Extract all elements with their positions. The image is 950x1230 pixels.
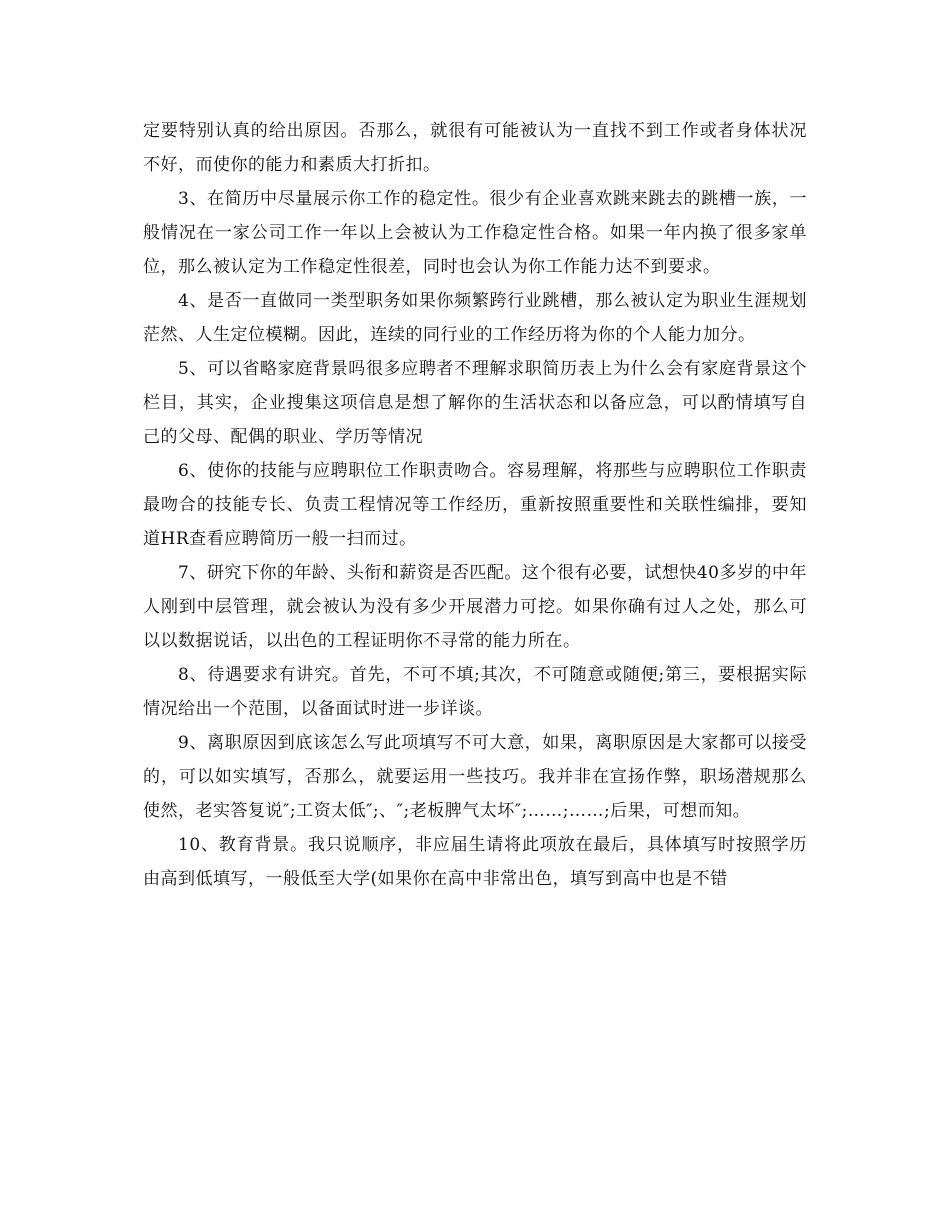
paragraph-continuation: 定要特别认真的给出原因。否那么，就很有可能被认为一直找不到工作或者身体状况不好，而使你的能力和素质大打折扣。 bbox=[143, 121, 807, 175]
paragraph-item-5: 5、可以省略家庭背景吗很多应聘者不理解求职简历表上为什么会有家庭背景这个栏目，其实，企业搜集这项信息是想了解你的生活状态和以备应急，可以酌情填写自己的父母、配偶的职业、学历等情况 bbox=[143, 359, 807, 447]
paragraph-item-4: 4、是否一直做同一类型职务如果你频繁跨行业跳槽，那么被认定为职业生涯规划茫然、人生定位模糊。因此，连续的同行业的工作经历将为你的个人能力加分。 bbox=[143, 291, 807, 345]
paragraph-item-10: 10、教育背景。我只说顺序，非应届生请将此项放在最后，具体填写时按照学历由高到低填写，一般低至大学(如果你在高中非常出色，填写到高中也是不错 bbox=[143, 835, 807, 889]
document-body bbox=[143, 114, 807, 896]
paragraph-item-6: 6、使你的技能与应聘职位工作职责吻合。容易理解，将那些与应聘职位工作职责最吻合的技能专长、负责工程情况等工作经历，重新按照重要性和关联性编排，要知道HR查看应聘简历一般一扫而过。 bbox=[143, 461, 807, 549]
paragraph-item-9: 9、离职原因到底该怎么写此项填写不可大意，如果，离职原因是大家都可以接受的，可以如实填写，否那么，就要运用一些技巧。我并非在宣扬作弊，职场潜规那么使然，老实答复说″;工资太低″;、″;老板脾气太坏″;……;……;后果，可想而知。 bbox=[143, 733, 807, 821]
paragraph-item-8: 8、待遇要求有讲究。首先，不可不填;其次，不可随意或随便;第三，要根据实际情况给出一个范围，以备面试时进一步详谈。 bbox=[143, 665, 807, 719]
paragraph-item-3: 3、在简历中尽量展示你工作的稳定性。很少有企业喜欢跳来跳去的跳槽一族，一般情况在一家公司工作一年以上会被认为工作稳定性合格。如果一年内换了很多家单位，那么被认定为工作稳定性很差，同时也会认为你工作能力达不到要求。 bbox=[143, 189, 807, 277]
paragraph-item-7: 7、研究下你的年龄、头衔和薪资是否匹配。这个很有必要，试想快40多岁的中年人刚到中层管理，就会被认为没有多少开展潜力可挖。如果你确有过人之处，那么可以以数据说话，以出色的工程证明你不寻常的能力所在。 bbox=[143, 563, 807, 651]
